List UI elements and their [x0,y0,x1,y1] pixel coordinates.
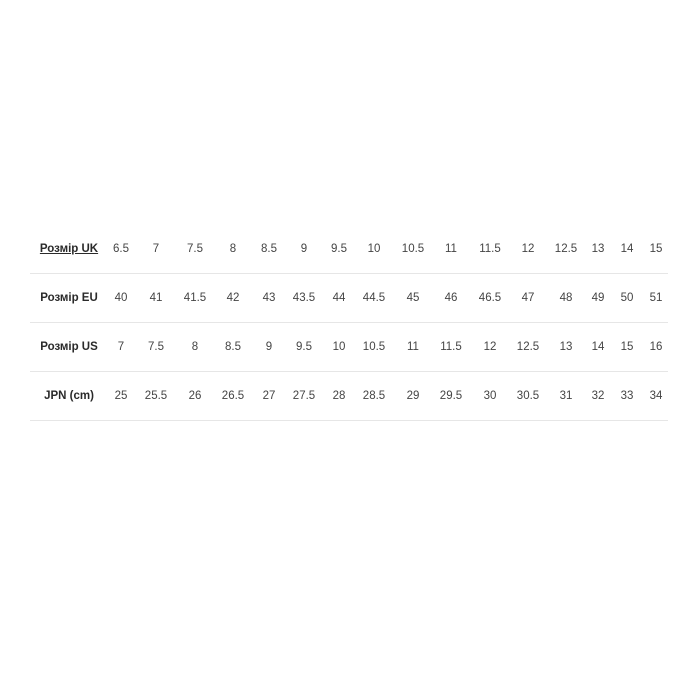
cell-us: 11.5 [432,323,470,372]
cell-jpn: 26.5 [212,372,254,421]
row-uk [30,225,668,274]
cell-uk: 9 [284,225,324,274]
cell-eu: 41 [134,274,178,323]
cell-us: 16 [644,323,668,372]
row-us [30,323,668,372]
cell-eu: 51 [644,274,668,323]
cell-uk: 12 [510,225,546,274]
row-label-text: JPN (cm) [44,390,94,402]
cell-uk: 8.5 [254,225,284,274]
cell-uk: 8 [212,225,254,274]
row-eu [30,274,668,323]
cell-eu: 50 [610,274,644,323]
cell-eu: 48 [546,274,586,323]
size-chart-body [30,225,668,421]
cell-uk: 14 [610,225,644,274]
cell-uk: 7 [134,225,178,274]
cell-jpn: 34 [644,372,668,421]
row-label-text: Розмір UK [39,243,99,255]
row-label-jpn [30,372,108,421]
cell-uk: 6.5 [108,225,134,274]
row-label-eu [30,274,108,323]
cell-us: 10 [324,323,354,372]
cell-us: 15 [610,323,644,372]
cell-jpn: 25.5 [134,372,178,421]
cell-us: 7 [108,323,134,372]
cell-jpn: 28 [324,372,354,421]
cell-us: 12.5 [510,323,546,372]
cell-uk: 10.5 [394,225,432,274]
cell-uk: 11 [432,225,470,274]
cell-us: 14 [586,323,610,372]
cell-uk: 13 [586,225,610,274]
cell-eu: 45 [394,274,432,323]
cell-uk: 15 [644,225,668,274]
cell-jpn: 29 [394,372,432,421]
cell-jpn: 30 [470,372,510,421]
row-label-text: Розмір EU [40,292,98,304]
cell-eu: 40 [108,274,134,323]
cell-eu: 44.5 [354,274,394,323]
cell-jpn: 30.5 [510,372,546,421]
cell-eu: 46.5 [470,274,510,323]
cell-us: 11 [394,323,432,372]
cell-uk: 12.5 [546,225,586,274]
cell-eu: 46 [432,274,470,323]
cell-jpn: 25 [108,372,134,421]
cell-eu: 43.5 [284,274,324,323]
cell-uk: 7.5 [178,225,212,274]
cell-jpn: 31 [546,372,586,421]
row-label-us [30,323,108,372]
cell-jpn: 29.5 [432,372,470,421]
cell-jpn: 27 [254,372,284,421]
cell-uk: 11.5 [470,225,510,274]
cell-eu: 41.5 [178,274,212,323]
cell-jpn: 28.5 [354,372,394,421]
cell-eu: 43 [254,274,284,323]
cell-jpn: 32 [586,372,610,421]
cell-us: 9 [254,323,284,372]
cell-uk: 10 [354,225,394,274]
cell-us: 8.5 [212,323,254,372]
row-label-uk [30,225,108,274]
cell-eu: 42 [212,274,254,323]
cell-us: 10.5 [354,323,394,372]
cell-uk: 9.5 [324,225,354,274]
cell-eu: 47 [510,274,546,323]
cell-eu: 49 [586,274,610,323]
cell-us: 13 [546,323,586,372]
cell-us: 12 [470,323,510,372]
cell-us: 7.5 [134,323,178,372]
cell-eu: 44 [324,274,354,323]
cell-us: 9.5 [284,323,324,372]
cell-jpn: 33 [610,372,644,421]
size-chart-table [30,225,668,421]
row-jpn [30,372,668,421]
cell-jpn: 27.5 [284,372,324,421]
row-label-text: Розмір US [40,341,98,353]
cell-us: 8 [178,323,212,372]
cell-jpn: 26 [178,372,212,421]
